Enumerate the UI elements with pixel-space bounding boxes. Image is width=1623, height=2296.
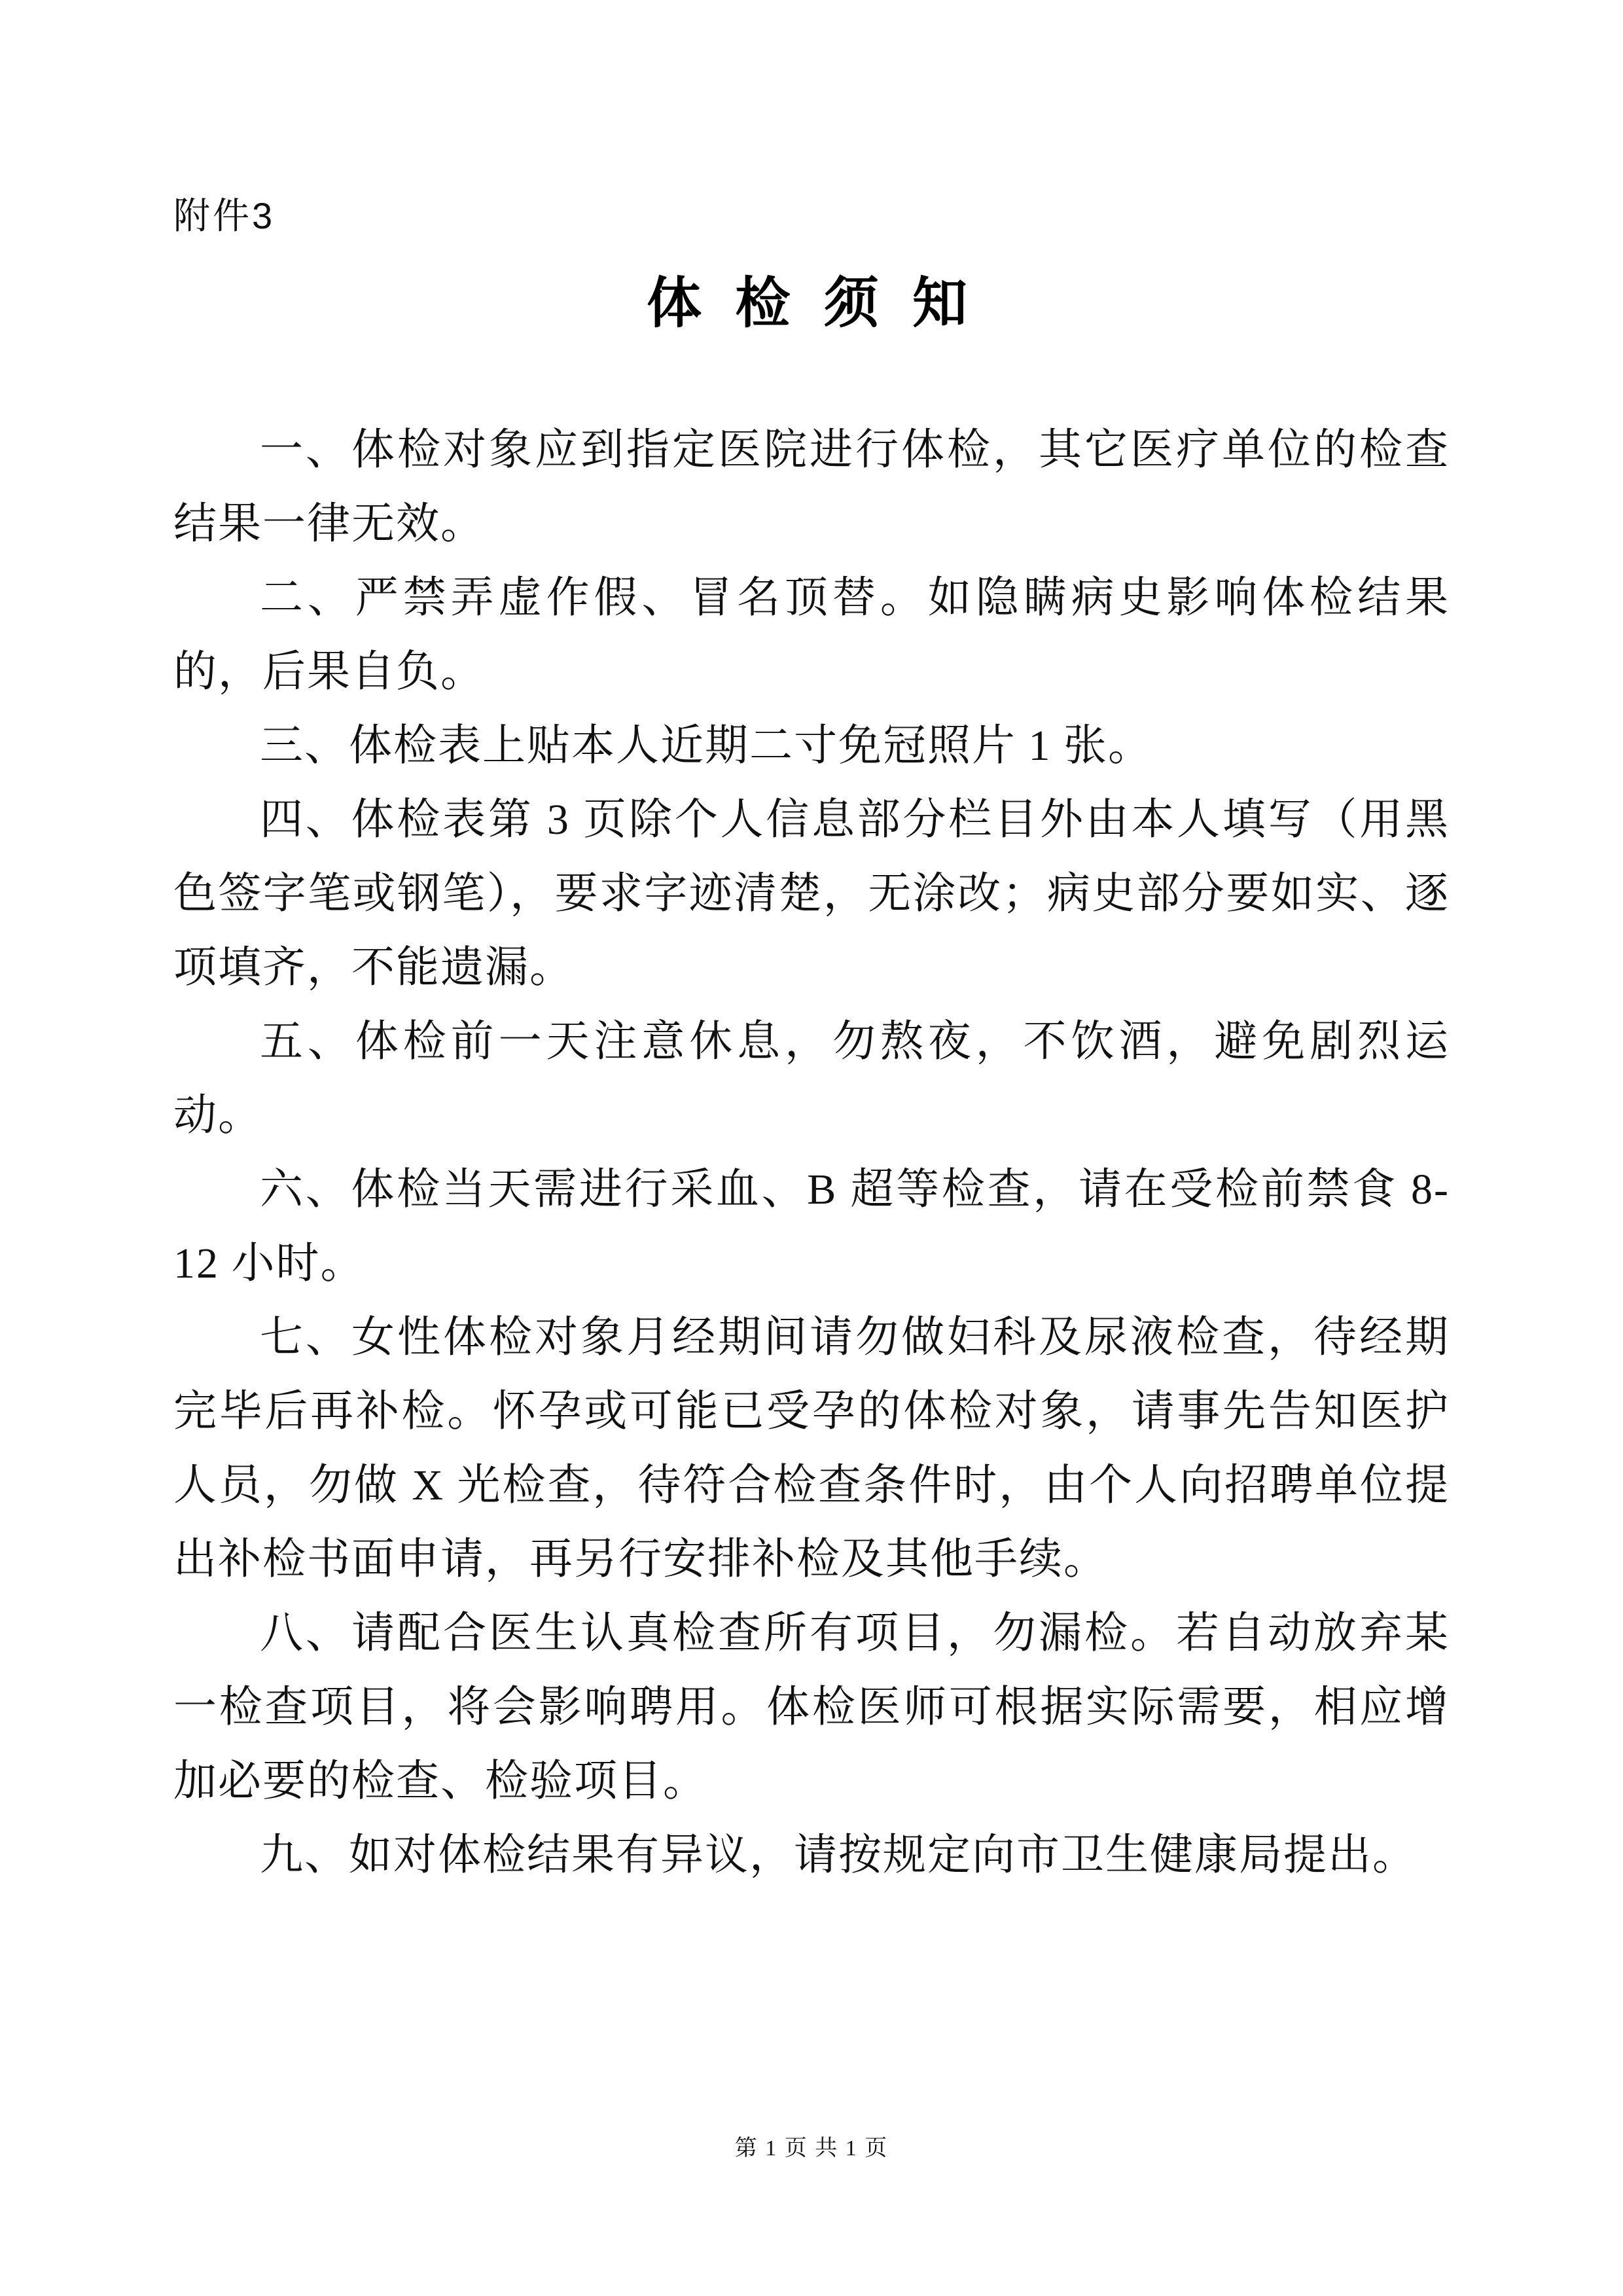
paragraph-1: 一、体检对象应到指定医院进行体检，其它医疗单位的检查结果一律无效。	[173, 426, 1450, 548]
paragraph-2: 二、严禁弄虚作假、冒名顶替。如隐瞒病史影响体检结果的，后果自负。	[173, 574, 1450, 696]
paragraph-3: 三、体检表上贴本人近期二寸免冠照片 1 张。	[260, 722, 1152, 770]
page-number-footer: 第 1 页 共 1 页	[734, 2136, 889, 2161]
paragraph-5: 五、体检前一天注意休息，勿熬夜，不饮酒，避免剧烈运动。	[173, 1018, 1450, 1139]
paragraph-7: 七、女性体检对象月经期间请勿做妇科及尿液检查，待经期完毕后再补检。怀孕或可能已受孕的体检对象，请事先告知医护人员，勿做 X 光检查，待符合检查条件时，由个人向招聘单位提出补检书面申请，再另行安排补检及其他手续。	[173, 1314, 1450, 1583]
page-title: 体 检 须 知	[646, 272, 976, 334]
attachment-label: 附件3	[173, 195, 276, 236]
paragraph-8: 八、请配合医生认真检查所有项目，勿漏检。若自动放弃某一检查项目，将会影响聘用。体检医师可根据实际需要，相应增加必要的检查、检验项目。	[173, 1609, 1450, 1805]
paragraph-6: 六、体检当天需进行采血、B 超等检查，请在受检前禁食 8-12 小时。	[173, 1166, 1450, 1287]
paragraph-4: 四、体检表第 3 页除个人信息部分栏目外由本人填写（用黑色签字笔或钢笔），要求字迹清楚，无涂改；病史部分要如实、逐项填齐，不能遗漏。	[173, 796, 1450, 992]
document-body	[173, 413, 1450, 1892]
paragraph-9: 九、如对体检结果有异议，请按规定向市卫生健康局提出。	[260, 1831, 1417, 1879]
